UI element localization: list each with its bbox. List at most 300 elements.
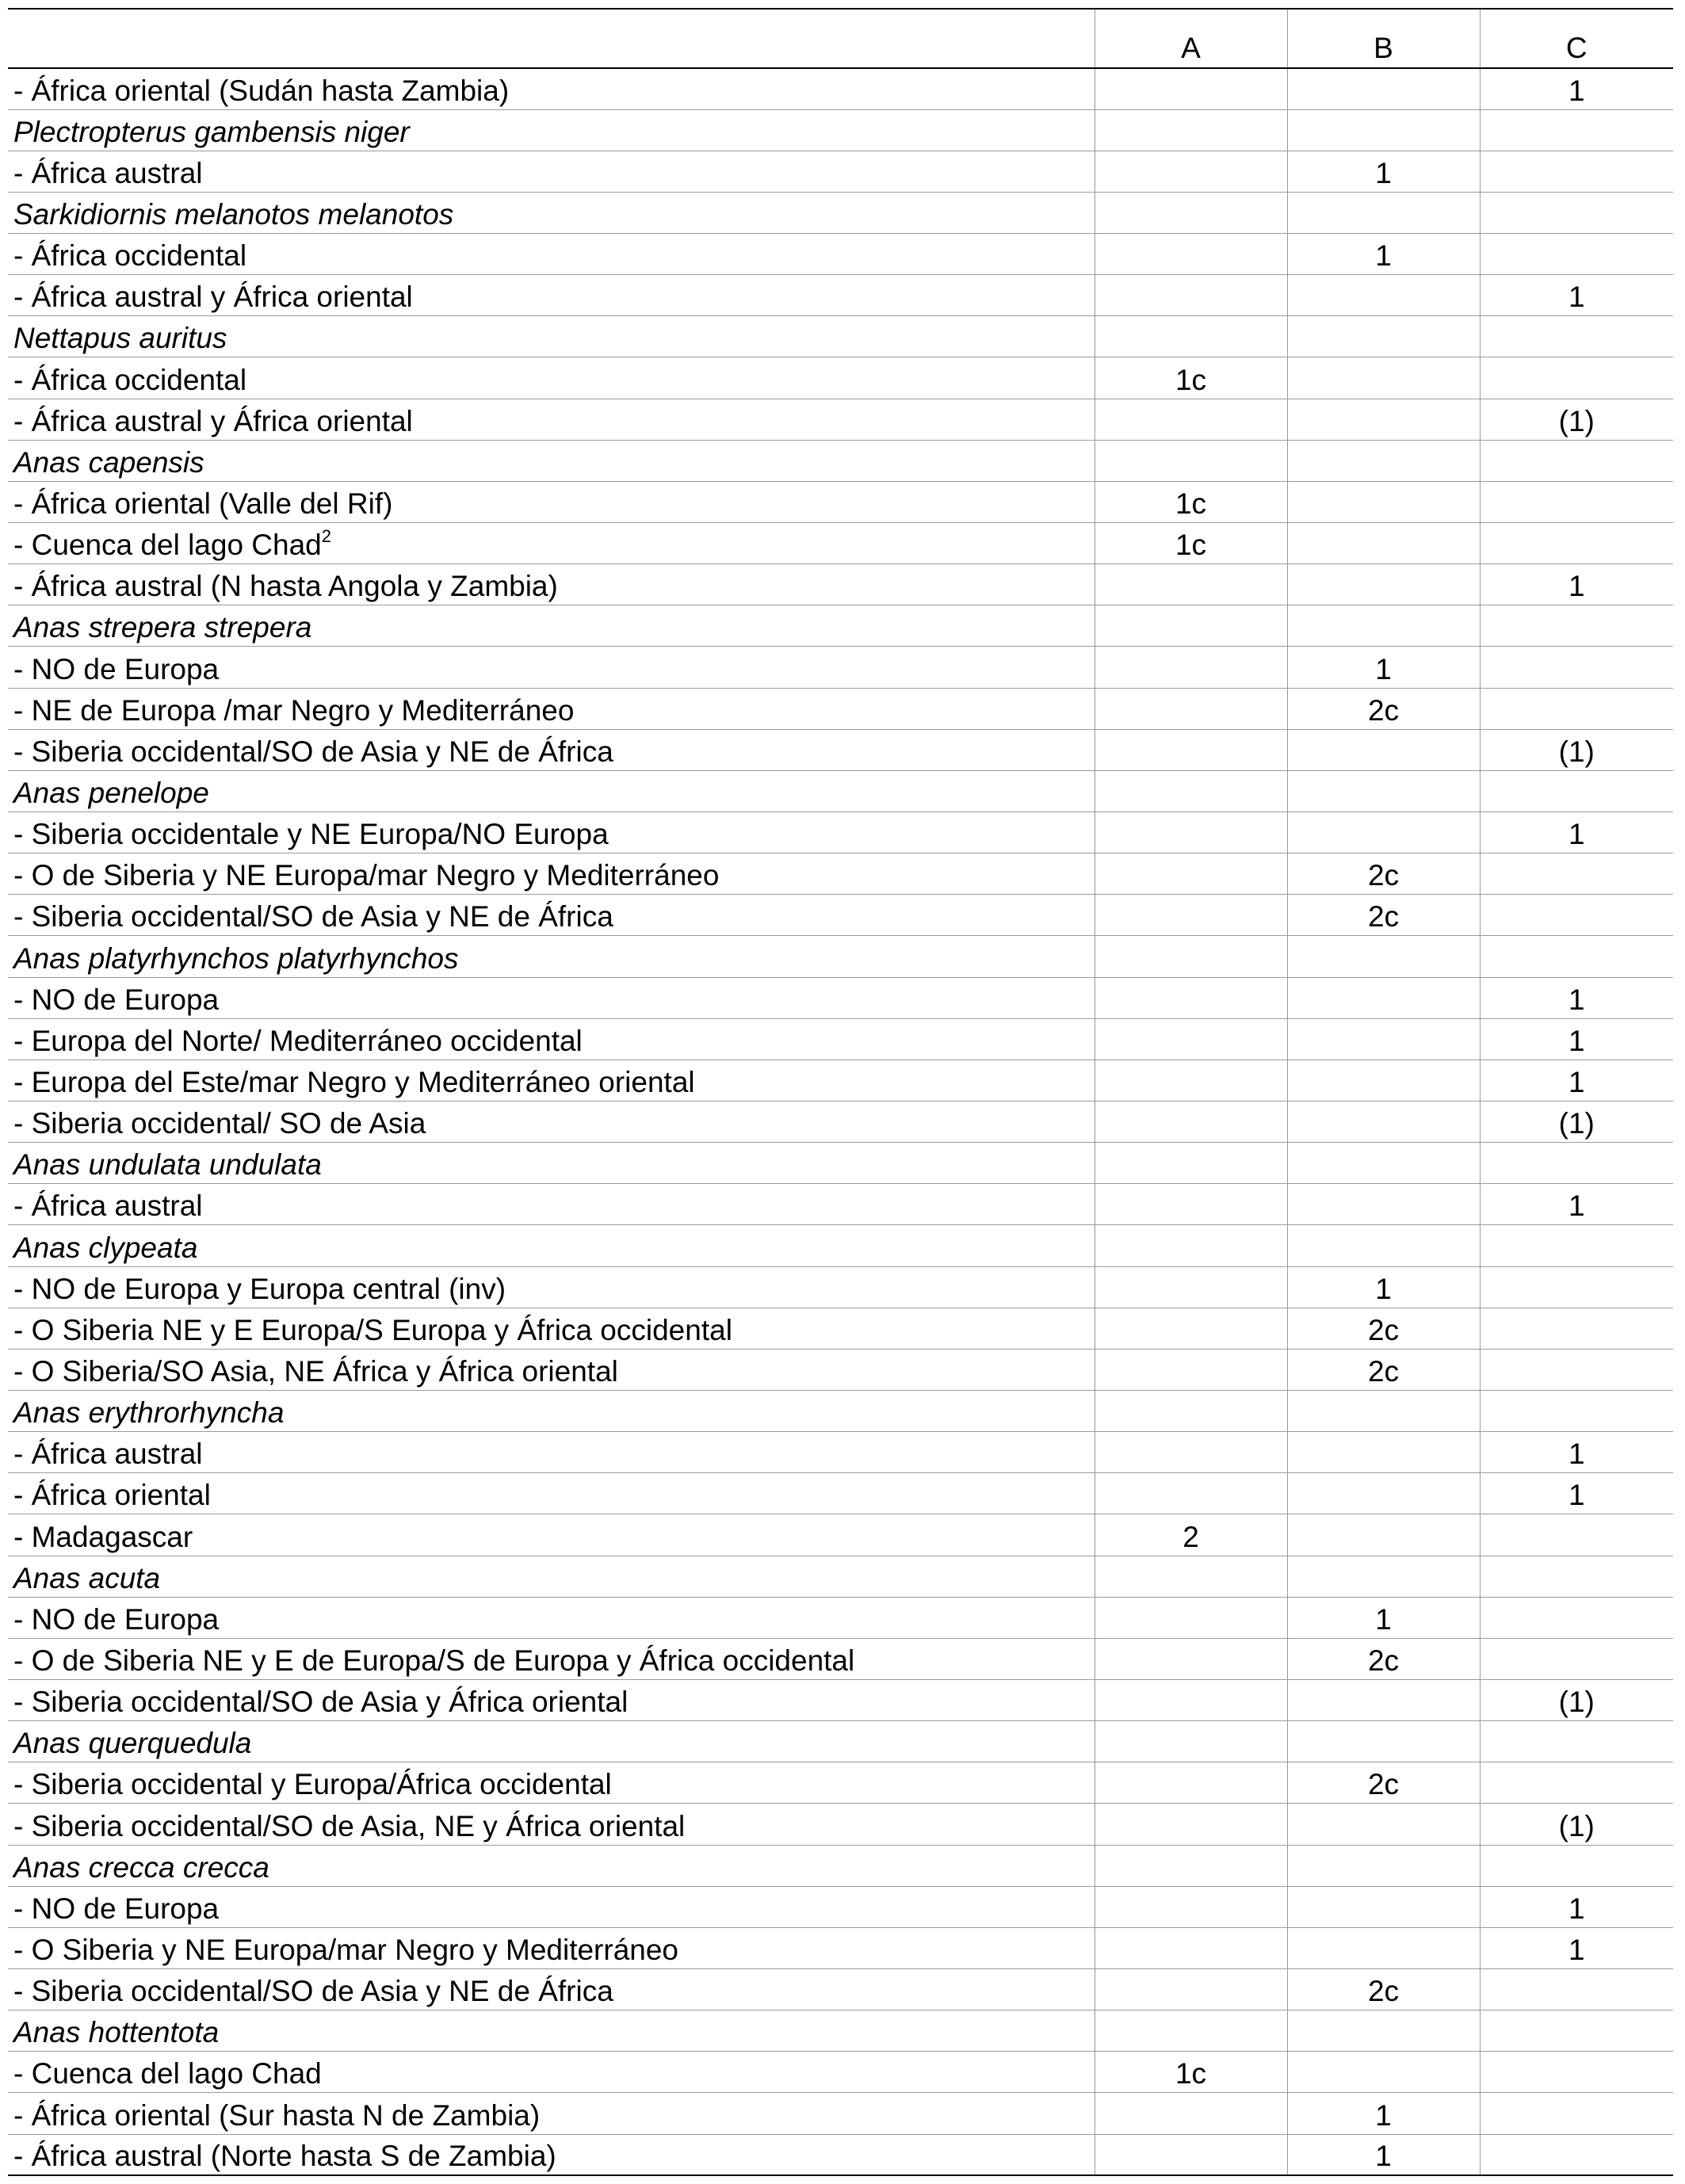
species-row: [8, 1721, 1673, 1762]
column-c-cell: 1: [1480, 1184, 1673, 1225]
species-name-cell: [8, 770, 1095, 811]
population-name-cell: [8, 647, 1095, 688]
column-c-cell: [1480, 605, 1673, 647]
population-row: [8, 895, 1673, 936]
column-a-cell: [1095, 688, 1287, 729]
population-name: - Siberia occidental/SO de Asia y NE de África: [13, 735, 613, 768]
column-c-cell: [1480, 151, 1673, 192]
column-b-cell: 1: [1287, 1266, 1480, 1308]
species-row: [8, 605, 1673, 647]
column-a-cell: [1095, 275, 1287, 316]
population-name-cell: [8, 1597, 1095, 1638]
population-name-cell: [8, 2052, 1095, 2093]
population-name-cell: [8, 1968, 1095, 2010]
column-b-cell: [1287, 729, 1480, 770]
species-row: [8, 192, 1673, 233]
column-c-cell: [1480, 2093, 1673, 2134]
column-b-cell: [1287, 440, 1480, 481]
species-row: [8, 316, 1673, 357]
population-name: - África austral (Norte hasta S de Zambia): [13, 2140, 556, 2173]
column-c-cell: [1480, 234, 1673, 275]
population-name-cell: [8, 977, 1095, 1018]
column-b-cell: [1287, 399, 1480, 440]
header-row: [8, 9, 1673, 68]
population-name: - África austral: [13, 156, 203, 189]
population-row: [8, 481, 1673, 522]
species-row: [8, 2010, 1673, 2052]
column-c-cell: [1480, 357, 1673, 399]
column-b-cell: [1287, 1845, 1480, 1886]
column-a-cell: [1095, 1391, 1287, 1432]
population-row: [8, 688, 1673, 729]
column-c-cell: [1480, 1968, 1673, 2010]
column-a-cell: [1095, 1597, 1287, 1638]
population-name: - Europa del Este/mar Negro y Mediterráneo oriental: [13, 1066, 695, 1099]
column-b-cell: [1287, 1143, 1480, 1184]
population-name: - África austral (N hasta Angola y Zambia): [13, 570, 558, 603]
species-name-cell: [8, 192, 1095, 233]
population-row: [8, 1762, 1673, 1804]
population-row: [8, 1060, 1673, 1101]
column-a-cell: [1095, 1432, 1287, 1473]
column-b-cell: [1287, 523, 1480, 564]
column-a-cell: [1095, 1184, 1287, 1225]
population-name-cell: [8, 1679, 1095, 1720]
population-row: [8, 1432, 1673, 1473]
column-a-cell: [1095, 109, 1287, 151]
column-c-cell: 1: [1480, 564, 1673, 605]
column-a-cell: [1095, 440, 1287, 481]
population-name-cell: [8, 1638, 1095, 1679]
species-name-cell: [8, 605, 1095, 647]
population-row: [8, 275, 1673, 316]
species-name: Anas hottentota: [13, 2016, 220, 2049]
column-a-cell: [1095, 1927, 1287, 1968]
column-b-cell: [1287, 1927, 1480, 1968]
column-b-cell: 1: [1287, 1597, 1480, 1638]
population-name-cell: [8, 1184, 1095, 1225]
column-c-cell: (1): [1480, 399, 1673, 440]
species-name-cell: [8, 1225, 1095, 1266]
population-name-cell: [8, 812, 1095, 853]
species-name-cell: [8, 1845, 1095, 1886]
population-name-cell: [8, 564, 1095, 605]
population-name: - NE de Europa /mar Negro y Mediterráneo: [13, 693, 575, 727]
population-row: [8, 2093, 1673, 2134]
population-name-cell: [8, 275, 1095, 316]
column-b-cell: [1287, 275, 1480, 316]
column-c-cell: (1): [1480, 729, 1673, 770]
column-a-cell: [1095, 1762, 1287, 1804]
species-name: Anas erythrorhyncha: [13, 1396, 285, 1430]
population-name-cell: [8, 2093, 1095, 2134]
population-name: - NO de Europa: [13, 983, 220, 1016]
column-c-cell: [1480, 853, 1673, 895]
column-a-cell: [1095, 192, 1287, 233]
column-b-cell: [1287, 1225, 1480, 1266]
species-name-cell: [8, 316, 1095, 357]
column-c-cell: 1: [1480, 1018, 1673, 1060]
population-name-cell: [8, 1266, 1095, 1308]
column-a-cell: [1095, 1018, 1287, 1060]
column-c-cell: [1480, 1514, 1673, 1556]
species-name-cell: [8, 1391, 1095, 1432]
population-row: [8, 647, 1673, 688]
column-b-cell: [1287, 481, 1480, 522]
column-a-cell: [1095, 812, 1287, 853]
population-row: [8, 1638, 1673, 1679]
column-a-cell: [1095, 1679, 1287, 1720]
population-name-cell: [8, 1927, 1095, 1968]
column-b-cell: [1287, 977, 1480, 1018]
column-c-cell: 1: [1480, 1432, 1673, 1473]
column-a-cell: [1095, 1556, 1287, 1597]
population-row: [8, 2052, 1673, 2093]
population-name: - O Siberia NE y E Europa/S Europa y África occidental: [13, 1313, 732, 1346]
column-c-cell: 1: [1480, 1473, 1673, 1514]
population-name-cell: [8, 2134, 1095, 2175]
population-name: - África occidental: [13, 239, 247, 273]
population-name-cell: [8, 1886, 1095, 1927]
species-name: Sarkidiornis melanotos melanotos: [13, 198, 454, 231]
column-b-cell: [1287, 1432, 1480, 1473]
population-row: [8, 1349, 1673, 1390]
population-name: - O de Siberia NE y E de Europa/S de Europa y África occidental: [13, 1644, 855, 1677]
column-header-b: B: [1287, 9, 1480, 68]
column-header-a: A: [1095, 9, 1287, 68]
population-name-cell: [8, 234, 1095, 275]
population-name: - Cuenca del lago Chad: [13, 529, 322, 562]
column-header-c: C: [1480, 9, 1673, 68]
column-b-cell: [1287, 1721, 1480, 1762]
population-name: - Europa del Norte/ Mediterráneo occidental: [13, 1024, 583, 1057]
population-name: - O de Siberia y NE Europa/mar Negro y Mediterráneo: [13, 859, 720, 892]
column-c-cell: [1480, 316, 1673, 357]
column-a-cell: [1095, 1225, 1287, 1266]
population-name: - Siberia occidental/SO de Asia y NE de África: [13, 900, 613, 934]
population-row: [8, 399, 1673, 440]
population-name-cell: [8, 1804, 1095, 1845]
column-c-cell: 1: [1480, 812, 1673, 853]
column-c-cell: [1480, 1266, 1673, 1308]
population-name: - África oriental (Sur hasta N de Zambia): [13, 2098, 541, 2132]
column-b-cell: [1287, 1679, 1480, 1720]
column-a-cell: [1095, 895, 1287, 936]
column-a-cell: [1095, 853, 1287, 895]
column-c-cell: 1: [1480, 275, 1673, 316]
population-name: - África austral: [13, 1438, 203, 1471]
population-name: - O Siberia y NE Europa/mar Negro y Mediterráneo: [13, 1933, 679, 1966]
header-blank-cell: [8, 9, 1095, 68]
species-name: Anas platyrhynchos platyrhynchos: [13, 941, 459, 975]
column-c-cell: [1480, 1225, 1673, 1266]
species-row: [8, 109, 1673, 151]
column-a-cell: [1095, 977, 1287, 1018]
column-b-cell: [1287, 770, 1480, 811]
population-row: [8, 234, 1673, 275]
population-name: - Siberia occidental/SO de Asia y NE de África: [13, 1975, 613, 2008]
population-name: - NO de Europa y Europa central (inv): [13, 1272, 506, 1305]
column-a-cell: [1095, 234, 1287, 275]
species-name-cell: [8, 109, 1095, 151]
column-c-cell: [1480, 895, 1673, 936]
column-a-cell: 1c: [1095, 357, 1287, 399]
population-name: - O Siberia/SO Asia, NE África y África oriental: [13, 1355, 618, 1388]
column-a-cell: [1095, 605, 1287, 647]
population-name: - África austral y África oriental: [13, 281, 413, 314]
column-a-cell: [1095, 1968, 1287, 2010]
column-c-cell: [1480, 109, 1673, 151]
column-c-cell: 1: [1480, 1886, 1673, 1927]
population-row: [8, 729, 1673, 770]
column-a-cell: [1095, 729, 1287, 770]
population-name: - África occidental: [13, 363, 247, 396]
column-c-cell: [1480, 481, 1673, 522]
population-name-cell: [8, 1432, 1095, 1473]
population-name-cell: [8, 1308, 1095, 1349]
population-name: - África oriental (Sudán hasta Zambia): [13, 74, 510, 107]
population-status-table: [8, 8, 1673, 2176]
column-c-cell: [1480, 1556, 1673, 1597]
column-b-cell: [1287, 1473, 1480, 1514]
population-row: [8, 1804, 1673, 1845]
population-row: [8, 1514, 1673, 1556]
column-c-cell: [1480, 770, 1673, 811]
column-c-cell: [1480, 1597, 1673, 1638]
population-row: [8, 1102, 1673, 1143]
column-b-cell: 1: [1287, 234, 1480, 275]
population-name: - Siberia occidental/SO de Asia y África oriental: [13, 1686, 629, 1719]
population-name: - NO de Europa: [13, 1892, 220, 1925]
species-name-cell: [8, 1721, 1095, 1762]
population-row: [8, 977, 1673, 1018]
species-row: [8, 440, 1673, 481]
population-row: [8, 1927, 1673, 1968]
species-name: Anas penelope: [13, 777, 209, 810]
footnote-marker: 2: [321, 526, 332, 547]
population-row: [8, 1473, 1673, 1514]
column-b-cell: 1: [1287, 2093, 1480, 2134]
column-a-cell: [1095, 564, 1287, 605]
column-a-cell: [1095, 316, 1287, 357]
column-b-cell: [1287, 316, 1480, 357]
column-b-cell: 2c: [1287, 1968, 1480, 2010]
population-name: - NO de Europa: [13, 1602, 220, 1636]
column-b-cell: [1287, 357, 1480, 399]
species-name: Nettapus auritus: [13, 322, 227, 355]
column-a-cell: 1c: [1095, 2052, 1287, 2093]
column-a-cell: [1095, 151, 1287, 192]
species-name-cell: [8, 440, 1095, 481]
species-name: Anas acuta: [13, 1561, 161, 1594]
column-a-cell: 1c: [1095, 523, 1287, 564]
species-name: Plectropterus gambensis niger: [13, 115, 410, 148]
population-row: [8, 1968, 1673, 2010]
species-row: [8, 936, 1673, 977]
population-name: - Siberia occidental y Europa/África occidental: [13, 1768, 612, 1801]
column-b-cell: 2c: [1287, 895, 1480, 936]
population-row: [8, 1308, 1673, 1349]
column-a-cell: [1095, 936, 1287, 977]
column-c-cell: [1480, 1762, 1673, 1804]
species-row: [8, 770, 1673, 811]
population-name: - África austral: [13, 1189, 203, 1223]
column-a-cell: [1095, 1266, 1287, 1308]
column-c-cell: 1: [1480, 68, 1673, 109]
species-name: Anas strepera strepera: [13, 611, 312, 644]
column-a-cell: [1095, 1102, 1287, 1143]
column-b-cell: [1287, 2010, 1480, 2052]
column-a-cell: 1c: [1095, 481, 1287, 522]
column-b-cell: [1287, 936, 1480, 977]
population-name-cell: [8, 1060, 1095, 1101]
column-c-cell: [1480, 2010, 1673, 2052]
population-name-cell: [8, 1473, 1095, 1514]
column-c-cell: 1: [1480, 1060, 1673, 1101]
column-a-cell: [1095, 2010, 1287, 2052]
column-b-cell: [1287, 1018, 1480, 1060]
population-row: [8, 151, 1673, 192]
population-row: [8, 1679, 1673, 1720]
population-name-cell: [8, 688, 1095, 729]
column-c-cell: [1480, 523, 1673, 564]
column-c-cell: [1480, 936, 1673, 977]
column-b-cell: [1287, 2052, 1480, 2093]
column-a-cell: [1095, 1845, 1287, 1886]
species-name-cell: [8, 1143, 1095, 1184]
column-b-cell: 2c: [1287, 1308, 1480, 1349]
column-b-cell: 2c: [1287, 1349, 1480, 1390]
population-name-cell: [8, 1018, 1095, 1060]
column-c-cell: [1480, 2052, 1673, 2093]
column-b-cell: 2c: [1287, 1638, 1480, 1679]
population-row: [8, 1184, 1673, 1225]
column-b-cell: 1: [1287, 2134, 1480, 2175]
species-name-cell: [8, 2010, 1095, 2052]
column-a-cell: [1095, 770, 1287, 811]
population-name-cell: [8, 1102, 1095, 1143]
species-name: Anas crecca crecca: [13, 1850, 269, 1884]
population-row: [8, 1018, 1673, 1060]
population-name-cell: [8, 399, 1095, 440]
column-b-cell: [1287, 1060, 1480, 1101]
population-row: [8, 853, 1673, 895]
column-b-cell: [1287, 564, 1480, 605]
species-row: [8, 1143, 1673, 1184]
species-name: Anas capensis: [13, 445, 204, 479]
column-b-cell: [1287, 1804, 1480, 1845]
species-name-cell: [8, 936, 1095, 977]
column-c-cell: (1): [1480, 1804, 1673, 1845]
population-name: - Siberia occidentale y NE Europa/NO Europa: [13, 818, 609, 851]
column-c-cell: [1480, 2134, 1673, 2175]
column-a-cell: [1095, 1349, 1287, 1390]
population-name-cell: [8, 68, 1095, 109]
column-c-cell: [1480, 192, 1673, 233]
column-b-cell: [1287, 812, 1480, 853]
population-row: [8, 68, 1673, 109]
species-row: [8, 1556, 1673, 1597]
column-b-cell: [1287, 1556, 1480, 1597]
population-name: - Cuenca del lago Chad: [13, 2057, 322, 2090]
column-b-cell: [1287, 192, 1480, 233]
column-a-cell: [1095, 68, 1287, 109]
species-name-cell: [8, 1556, 1095, 1597]
population-name-cell: [8, 853, 1095, 895]
population-name: - África oriental: [13, 1479, 211, 1512]
column-a-cell: [1095, 1638, 1287, 1679]
column-a-cell: [1095, 1804, 1287, 1845]
table-header: [8, 9, 1673, 68]
column-b-cell: [1287, 1886, 1480, 1927]
column-a-cell: [1095, 1886, 1287, 1927]
column-c-cell: 1: [1480, 977, 1673, 1018]
column-b-cell: [1287, 1102, 1480, 1143]
column-c-cell: [1480, 1349, 1673, 1390]
population-row: [8, 564, 1673, 605]
column-c-cell: (1): [1480, 1102, 1673, 1143]
column-a-cell: [1095, 2093, 1287, 2134]
column-b-cell: 1: [1287, 151, 1480, 192]
species-row: [8, 1845, 1673, 1886]
column-a-cell: 2: [1095, 1514, 1287, 1556]
population-name-cell: [8, 1349, 1095, 1390]
population-row: [8, 2134, 1673, 2175]
column-c-cell: [1480, 1638, 1673, 1679]
population-row: [8, 812, 1673, 853]
column-a-cell: [1095, 399, 1287, 440]
population-row: [8, 1597, 1673, 1638]
column-b-cell: 1: [1287, 647, 1480, 688]
population-row: [8, 1886, 1673, 1927]
column-c-cell: [1480, 647, 1673, 688]
column-b-cell: [1287, 68, 1480, 109]
column-c-cell: [1480, 1845, 1673, 1886]
population-name-cell: [8, 1762, 1095, 1804]
column-a-cell: [1095, 1721, 1287, 1762]
column-a-cell: [1095, 1473, 1287, 1514]
column-b-cell: 2c: [1287, 1762, 1480, 1804]
column-a-cell: [1095, 1308, 1287, 1349]
population-name-cell: [8, 1514, 1095, 1556]
species-name: Anas clypeata: [13, 1231, 198, 1264]
population-name-cell: [8, 481, 1095, 522]
column-c-cell: [1480, 1391, 1673, 1432]
population-name-cell: [8, 729, 1095, 770]
column-a-cell: [1095, 2134, 1287, 2175]
species-name: Anas querquedula: [13, 1727, 252, 1760]
column-b-cell: [1287, 605, 1480, 647]
population-name: - Siberia occidental/ SO de Asia: [13, 1107, 426, 1140]
column-c-cell: [1480, 688, 1673, 729]
population-row: [8, 1266, 1673, 1308]
column-a-cell: [1095, 647, 1287, 688]
population-name: - Siberia occidental/SO de Asia, NE y África oriental: [13, 1809, 686, 1842]
population-name: - África oriental (Valle del Rif): [13, 487, 393, 521]
population-name: - NO de Europa: [13, 652, 220, 685]
column-b-cell: [1287, 109, 1480, 151]
population-name: - Madagascar: [13, 1520, 193, 1553]
column-c-cell: (1): [1480, 1679, 1673, 1720]
population-name-cell: [8, 895, 1095, 936]
table-body: [8, 68, 1673, 2175]
column-b-cell: [1287, 1184, 1480, 1225]
population-name: - África austral y África oriental: [13, 404, 413, 437]
column-c-cell: 1: [1480, 1927, 1673, 1968]
population-name-cell: [8, 357, 1095, 399]
column-a-cell: [1095, 1060, 1287, 1101]
species-row: [8, 1225, 1673, 1266]
